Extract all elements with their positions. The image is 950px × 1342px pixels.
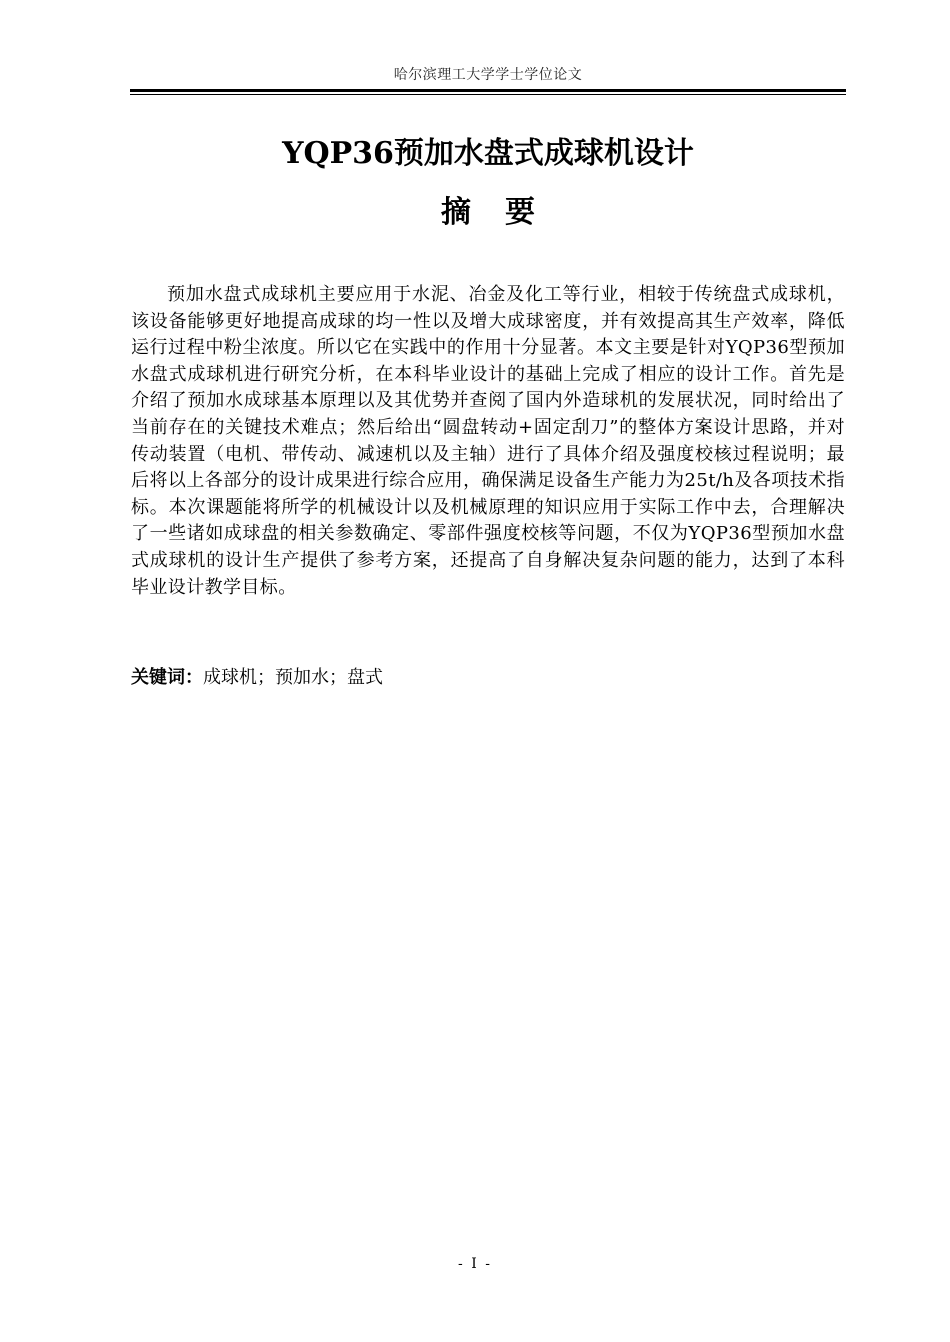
abstract-heading-char-1: 摘 bbox=[441, 195, 471, 230]
running-header: 哈尔滨理工大学学士学位论文 bbox=[393, 67, 583, 83]
keywords-label: 关键词： bbox=[131, 667, 203, 688]
keywords-line bbox=[131, 665, 845, 691]
page-number: - I - bbox=[458, 1256, 492, 1272]
abstract-paragraph: 预加水盘式成球机主要应用于水泥、冶金及化工等行业，相较于传统盘式成球机，该设备能够更好地提高成球的均一性以及增大成球密度，并有效提高其生产效率，降低运行过程中粉尘浓度。所以它在实践中的作用十分显著。本文主要是针对YQP36型预加水盘式成球机进行研究分析，在本科毕业设计的基础上完成了相应的设计工作。首先是介绍了预加水成球基本原理以及其优势并查阅了国内外造球机的发展状况，同时给出了当前存在的关键技术难点；然后给出“圆盘转动+固定刮刀”的整体方案设计思路，并对传动装置（电机、带传动、减速机以及主轴）进行了具体介绍及强度校核过程说明；最后将以上各部分的设计成果进行综合应用，确保满足设备生产能力为25t/h及各项技术指标。本次课题能将所学的机械设计以及机械原理的知识应用于实际工作中去，合理解决了一些诸如成球盘的相关参数确定、零部件强度校核等问题，不仅为YQP36型预加水盘式成球机的设计生产提供了参考方案，还提高了自身解决复杂问题的能力，达到了本科毕业设计教学目标。 bbox=[131, 284, 845, 598]
keywords-value: 成球机；预加水；盘式 bbox=[203, 667, 383, 688]
thesis-title: YQP36预加水盘式成球机设计 bbox=[282, 136, 694, 171]
header-rule-thin bbox=[130, 94, 846, 95]
abstract-heading bbox=[130, 193, 846, 233]
header-rule-thick bbox=[130, 89, 846, 92]
abstract-heading-char-2: 要 bbox=[505, 195, 535, 230]
